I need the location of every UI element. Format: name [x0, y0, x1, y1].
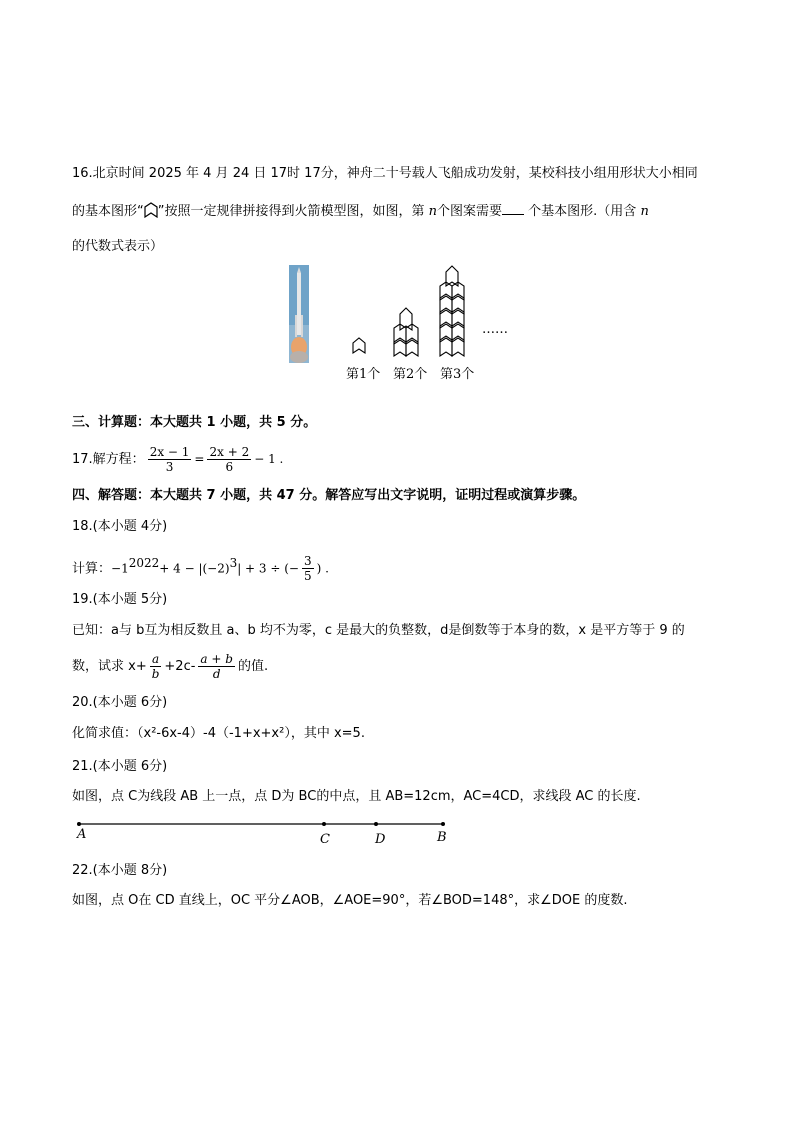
q16-line2-b: ”按照一定规律拼接得到火箭模型图，如图，第	[157, 204, 425, 219]
section-4-heading: 四、解答题：本大题共 7 小题，共 47 分。解答应写出文字说明，证明过程或演算步骤。	[72, 488, 586, 503]
q19-line1: 已知：a与 b互为相反数且 a、b 均不为零，c 是最大的负整数，d是倒数等于本身的数，x 是平方等于 9 的	[72, 623, 685, 638]
q17-lhs-den: 3	[165, 460, 174, 474]
q19-fraction-2	[198, 652, 235, 681]
fig-label-3: 第3个	[440, 367, 475, 382]
pattern-1-unit	[353, 338, 365, 353]
q16-line3: 的代数式表示）	[72, 239, 164, 254]
label-b: B	[437, 830, 447, 845]
q18-expr-d: ) .	[316, 561, 329, 576]
pattern-2-unit-top	[400, 308, 412, 330]
q17-rhs-fraction	[207, 445, 251, 474]
q18-expression	[72, 546, 329, 586]
q19-line2-c: 的值.	[237, 659, 269, 674]
q17-prefix: 17.解方程：	[72, 452, 145, 467]
q21-text: 如图，点 C为线段 AB 上一点，点 D为 BC的中点，且 AB=12cm，AC=4CD，求线段 AC 的长度.	[72, 789, 641, 804]
pattern-2-unit-br	[406, 338, 418, 356]
label-a: A	[77, 827, 87, 842]
q19-f2-den: d	[212, 667, 221, 681]
pattern-3-unit-5l	[440, 336, 452, 356]
q18-frac-den: 5	[303, 569, 312, 584]
rocket-unit-icon	[144, 202, 158, 218]
q19-f1-den: b	[151, 667, 160, 681]
q19-line2-b: +2c-	[164, 659, 196, 674]
q19-title: 19.(本小题 5分)	[72, 592, 168, 607]
q19-f2-num: a + b	[200, 652, 233, 666]
q18-exp: 2022	[128, 556, 160, 570]
q18-title: 18.(本小题 4分)	[72, 519, 168, 534]
fig-label-2: 第2个	[393, 367, 428, 382]
q22-title: 22.(本小题 8分)	[72, 863, 168, 878]
q21-title: 21.(本小题 6分)	[72, 759, 168, 774]
q19-line2	[72, 650, 268, 684]
q16-line2-a: 的基本图形“	[72, 204, 144, 219]
answer-blank[interactable]	[502, 200, 524, 215]
rocket-photo	[289, 265, 309, 363]
label-d: D	[375, 832, 386, 847]
q22-text: 如图，点 O在 CD 直线上，OC 平分∠AOB，∠AOE=90°，若∠BOD=148°，求∠DOE 的度数.	[72, 893, 628, 908]
segment-ab-figure	[70, 815, 460, 851]
q16-line2-c: 个图案需要	[437, 204, 503, 219]
q20-title: 20.(本小题 6分)	[72, 695, 168, 710]
q17-eq: =	[194, 452, 205, 466]
pattern-3-unit-5r	[452, 336, 464, 356]
q16-line2-d: 个基本图形.（用含	[528, 204, 637, 219]
q20-text: 化简求值：（x²-6x-4）-4（-1+x+x²），其中 x=5.	[72, 726, 365, 741]
point-c	[322, 822, 326, 826]
q18-exp2: 3	[229, 556, 238, 570]
q18-expr-b: + 4 − |(−2)	[159, 561, 230, 576]
q19-f1-num: a	[150, 652, 162, 667]
point-d	[374, 822, 378, 826]
q17-lhs-num: 2x − 1	[149, 445, 190, 459]
point-a	[77, 822, 81, 826]
point-b	[441, 822, 445, 826]
q16-line1: 16.北京时间 2025 年 4 月 24 日 17时 17分，神舟二十号载人飞船成功发射，某校科技小组用形状大小相同	[72, 166, 698, 181]
q16-var-n: n	[428, 204, 438, 219]
label-c: C	[320, 832, 330, 847]
pattern-2-unit-bl	[394, 338, 406, 356]
q19-fraction-1	[150, 652, 162, 681]
q17	[72, 442, 283, 477]
q18-expr-a: −1	[111, 561, 129, 576]
q18-expr-c: | + 3 ÷ (−	[237, 561, 299, 576]
section-3-heading: 三、计算题：本大题共 1 小题，共 5 分。	[72, 415, 317, 430]
fig-label-1: 第1个	[346, 367, 381, 382]
pattern-ellipsis: ……	[482, 322, 508, 337]
q17-rhs-num: 2x + 2	[209, 445, 250, 459]
q17-rhs-den: 6	[225, 460, 234, 474]
q16-line2	[72, 200, 649, 222]
q18-prefix: 计算：	[72, 561, 112, 577]
q18-frac-num: 3	[303, 554, 312, 569]
q19-line2-a: 数，试求 x+	[72, 659, 147, 674]
q17-tail: − 1 .	[254, 452, 284, 466]
q16-var-n-2: n	[640, 204, 649, 219]
q18-fraction	[302, 554, 314, 583]
q17-lhs-fraction	[148, 445, 192, 474]
rocket-patterns-figure	[340, 262, 520, 362]
